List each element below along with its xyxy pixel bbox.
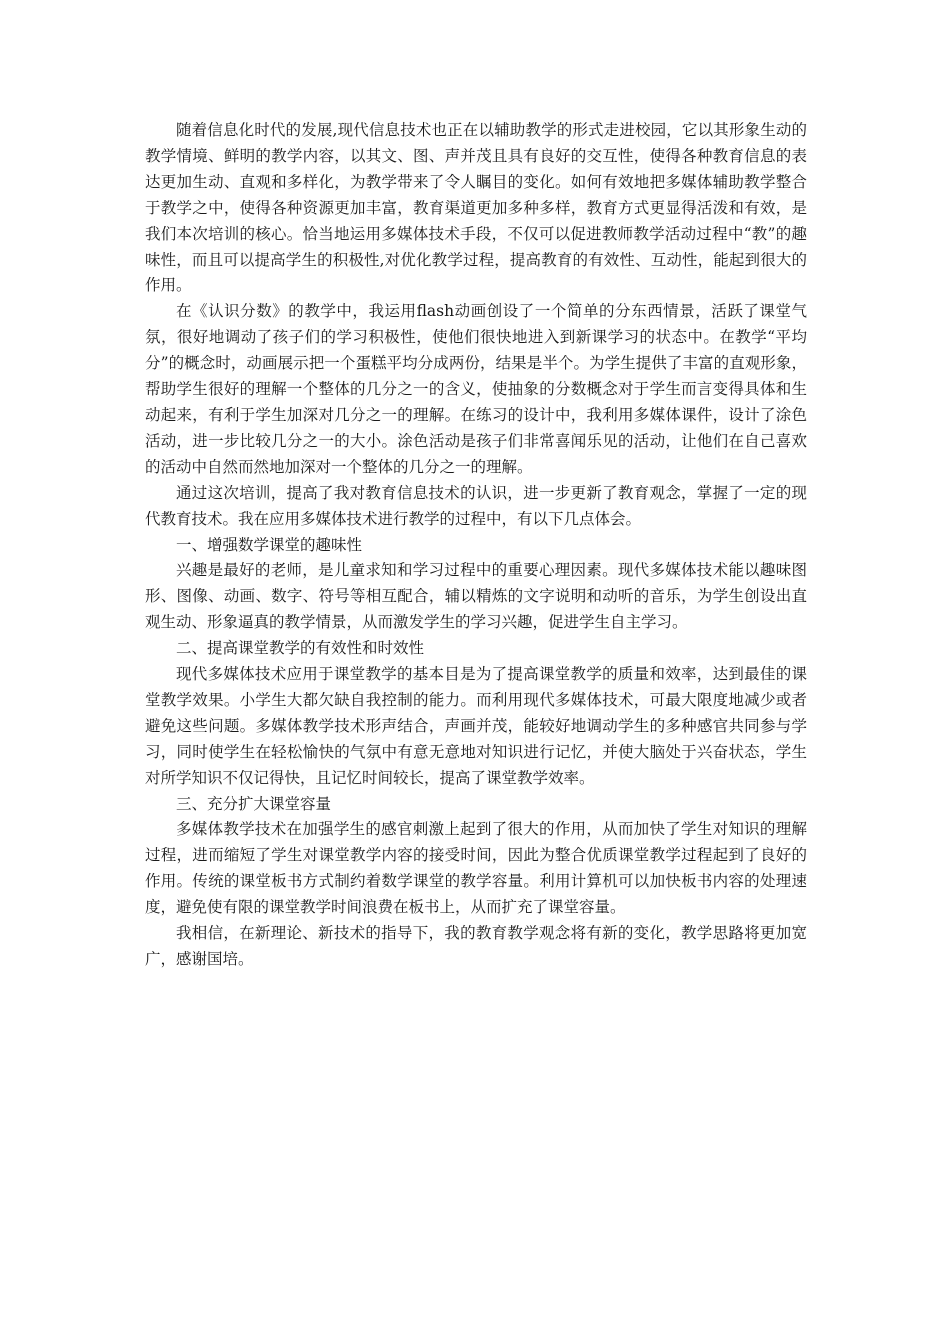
- closing-paragraph: 我相信，在新理论、新技术的指导下，我的教育教学观念将有新的变化，教学思路将更加宽广，感谢国培。: [145, 924, 807, 968]
- section-heading-effectiveness: 二、提高课堂教学的有效性和时效性: [176, 639, 425, 658]
- intro-paragraph: 随着信息化时代的发展,现代信息技术也正在以辅助教学的形式走进校园，它以其形象生动的教学情境、鲜明的教学内容，以其文、图、声并茂且具有良好的交互性，使得各种教育信息的表达更加生动、直观和多样化，为教学带来了令人瞩目的变化。如何有效地把多媒体辅助教学整合于教学之中，使得各种资源更加丰富，教育渠道更加多种多样，教育方式更显得活泼和有效，是我们本次培训的核心。恰当地运用多媒体技术手段，不仅可以促进教师教学活动过程中“教”的趣味性，而且可以提高学生的积极性,对优化教学过程，提高教育的有效性、互动性，能起到很大的作用。: [145, 121, 807, 295]
- section-heading-interest: 一、增强数学课堂的趣味性: [176, 535, 363, 554]
- capacity-paragraph: 多媒体教学技术在加强学生的感官刺激上起到了很大的作用，从而加快了学生对知识的理解过程，进而缩短了学生对课堂教学内容的接受时间，因此为整合优质课堂教学过程起到了良好的作用。传统的课堂板书方式制约着数学课堂的教学容量。利用计算机可以加快板书内容的处理速度，避免使有限的课堂教学时间浪费在板书上，从而扩充了课堂容量。: [145, 820, 807, 917]
- effectiveness-paragraph: 现代多媒体技术应用于课堂教学的基本目是为了提高课堂教学的质量和效率，达到最佳的课堂教学效果。小学生大都欠缺自我控制的能力。而利用现代多媒体技术，可最大限度地减少或者避免这些问题。多媒体教学技术形声结合，声画并茂，能较好地调动学生的多种感官共同参与学习，同时使学生在轻松愉快的气氛中有意无意地对知识进行记忆，并使大脑处于兴奋状态，学生对所学知识不仅记得快，且记忆时间较长，提高了课堂教学效率。: [145, 665, 807, 787]
- interest-paragraph: 兴趣是最好的老师，是儿童求知和学习过程中的重要心理因素。现代多媒体技术能以趣味图形、图像、动画、数字、符号等相互配合，辅以精炼的文字说明和动听的音乐，为学生创设出直观生动、形象逼真的教学情景，从而激发学生的学习兴趣，促进学生自主学习。: [145, 561, 807, 632]
- training-summary-paragraph: 通过这次培训，提高了我对教育信息技术的认识，进一步更新了教育观念，掌握了一定的现代教育技术。我在应用多媒体技术进行教学的过程中，有以下几点体会。: [145, 483, 807, 528]
- section-heading-capacity: 三、充分扩大课堂容量: [176, 794, 332, 813]
- flash-example-paragraph: 在《认识分数》的教学中，我运用flash动画创设了一个简单的分东西情景，活跃了课堂气氛，很好地调动了孩子们的学习积极性，使他们很快地进入到新课学习的状态中。在教学“平均分”的概念时，动画展示把一个蛋糕平均分成两份，结果是半个。为学生提供了丰富的直观形象，帮助学生很好的理解一个整体的几分之一的含义，使抽象的分数概念对于学生而言变得具体和生动起来，有利于学生加深对几分之一的理解。在练习的设计中，我利用多媒体课件，设计了涂色活动，进一步比较几分之一的大小。涂色活动是孩子们非常喜闻乐见的活动，让他们在自己喜欢的活动中自然而然地加深对一个整体的几分之一的理解。: [145, 302, 807, 476]
- document-page: [145, 118, 807, 973]
